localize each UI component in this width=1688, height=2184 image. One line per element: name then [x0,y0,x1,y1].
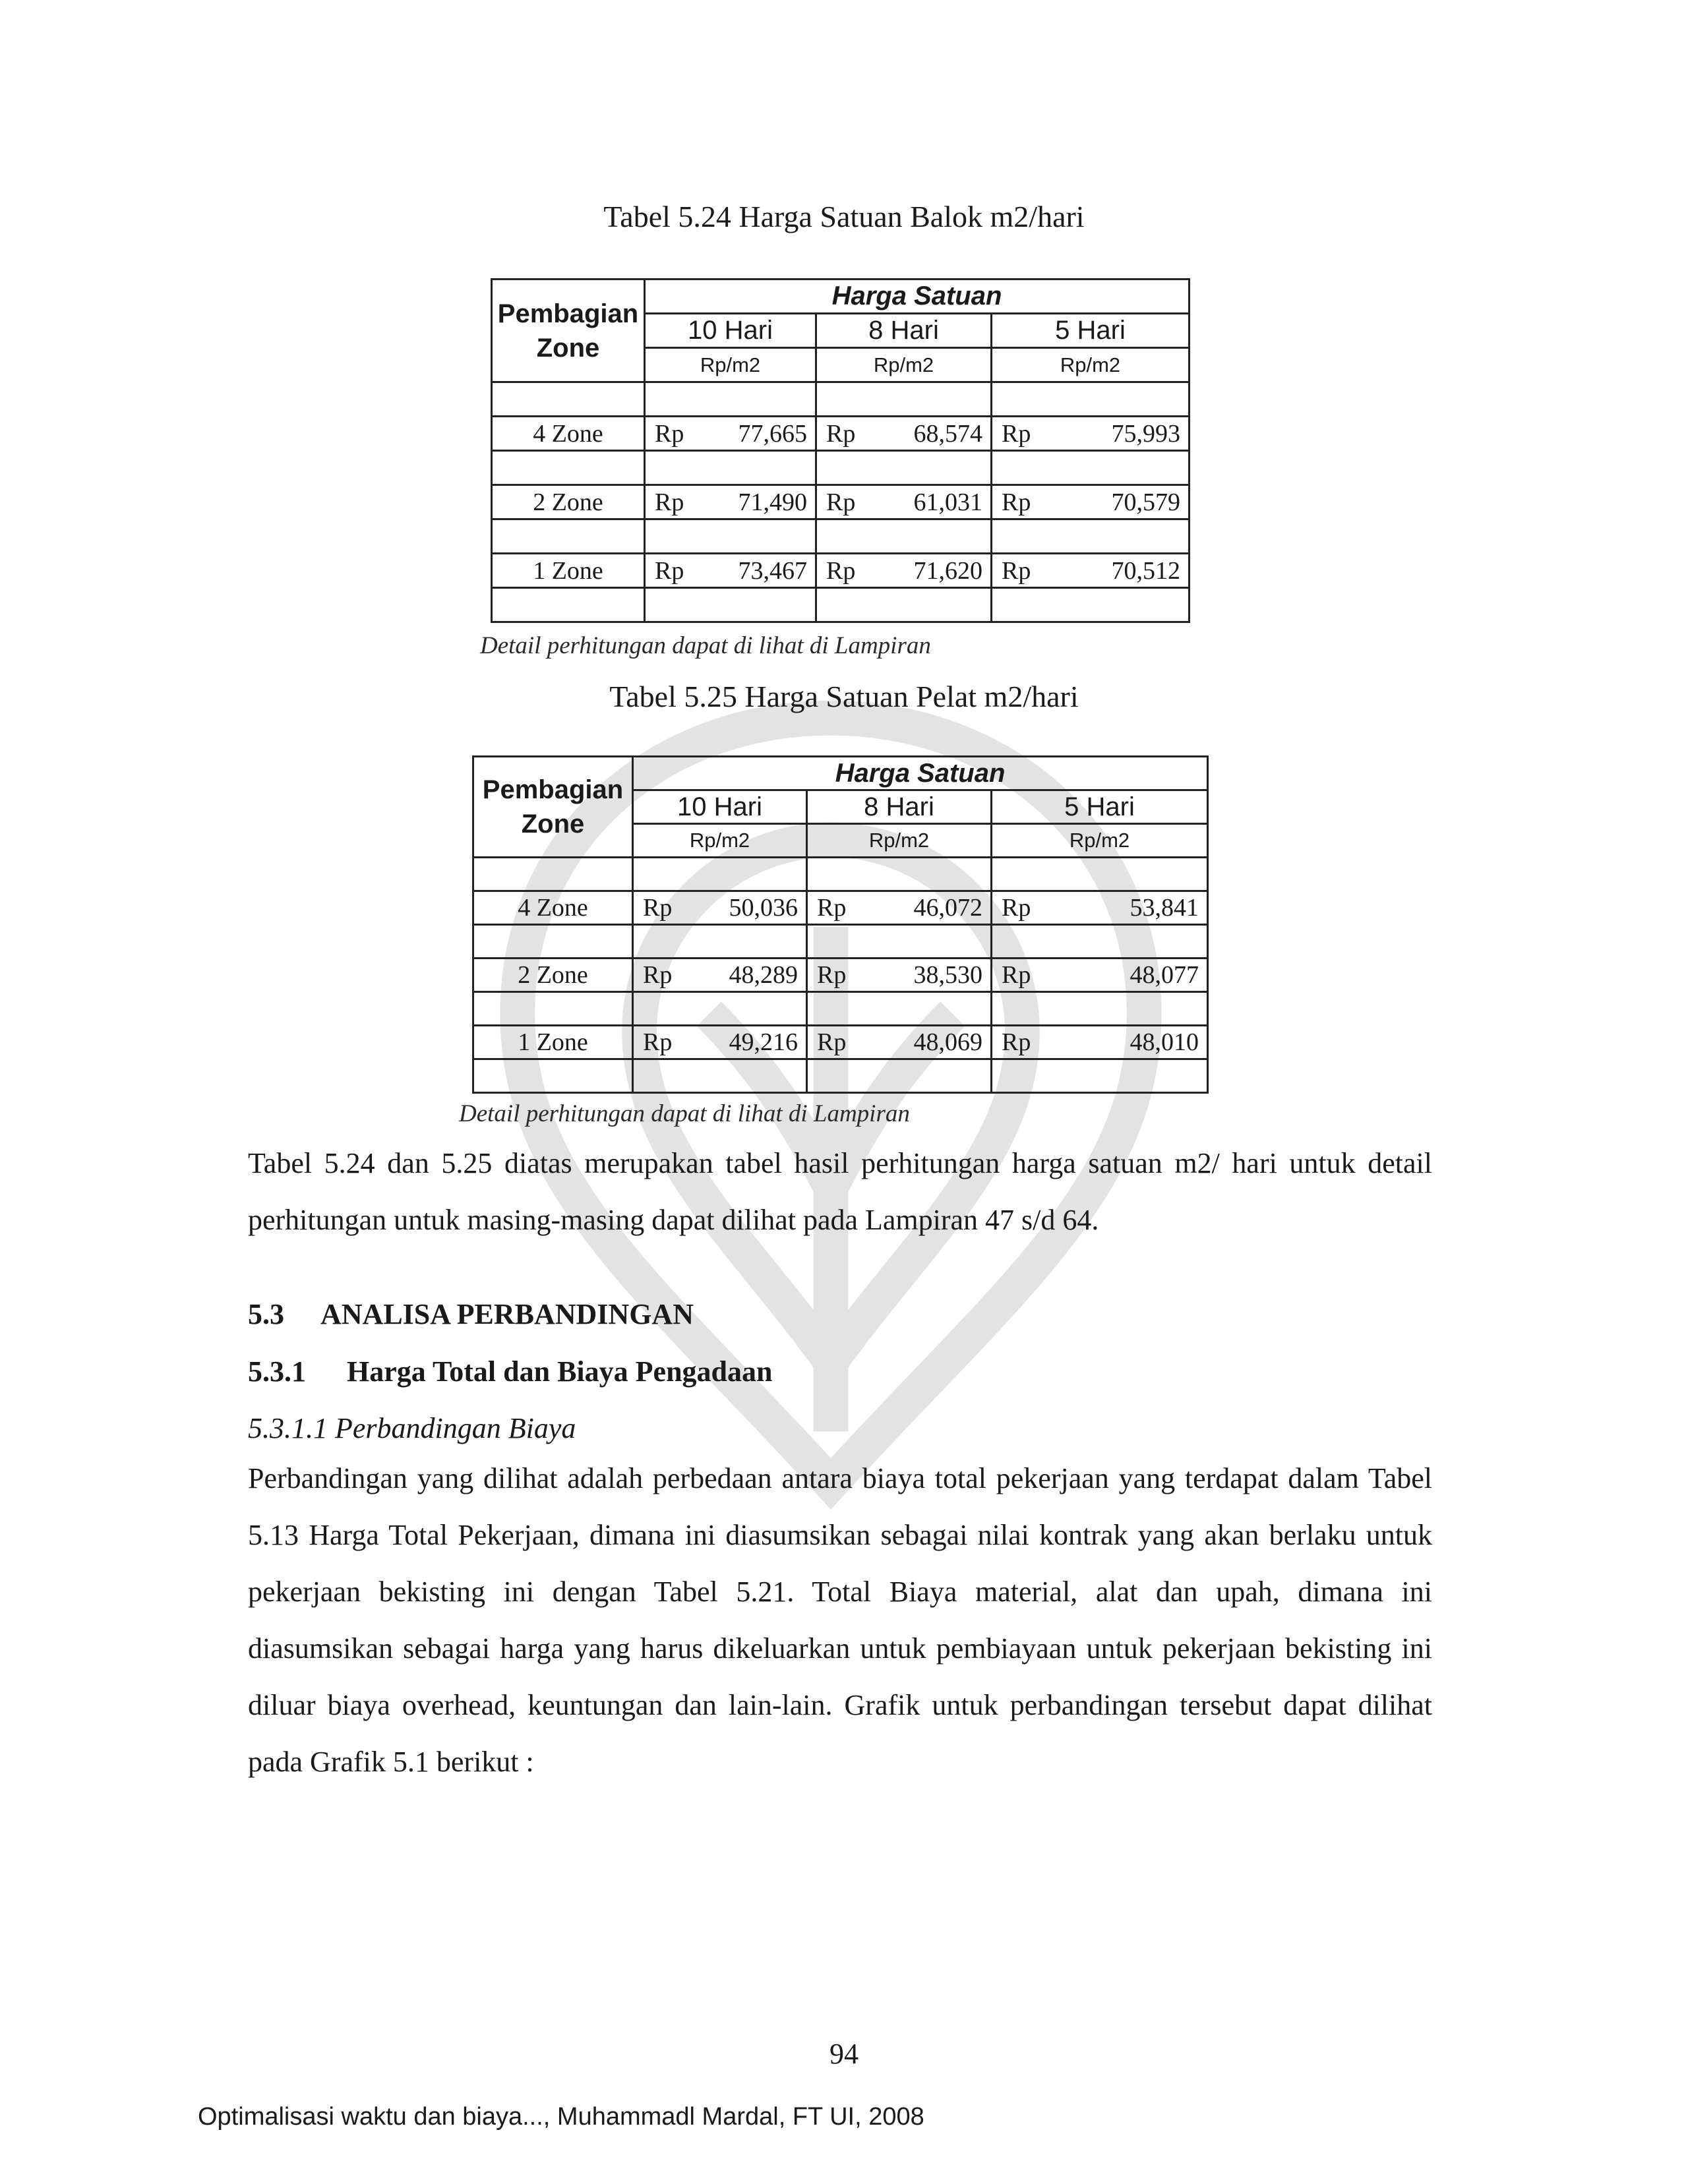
value-cell [992,485,1190,519]
currency-label: Rp [1002,556,1031,585]
zone-cell: 1 Zone [473,1026,633,1059]
column-header: 10 Hari [633,790,807,824]
spacer-row [492,588,1190,622]
unit-header: Rp/m2 [992,348,1190,382]
value-cell [633,959,807,992]
spacer-row [473,1059,1208,1093]
value-number: 38,530 [913,961,982,989]
zone-cell: 4 Zone [473,891,633,925]
value-cell [816,554,992,588]
value-cell [992,1026,1208,1059]
spacer-row [473,925,1208,959]
value-number: 48,077 [1130,961,1199,989]
currency-label: Rp [1002,419,1031,448]
value-number: 53,841 [1130,894,1199,922]
value-number: 73,467 [738,556,807,585]
footer: Optimalisasi waktu dan biaya..., Muhammadl Mardal, FT UI, 2008 [198,2103,924,2131]
table-row [492,554,1190,588]
spacer-row [473,992,1208,1026]
table1-note: Detail perhitungan dapat di lihat di Lampiran [480,632,931,659]
value-number: 68,574 [913,419,982,448]
table-row [492,485,1190,519]
page-number: 94 [829,2038,859,2070]
unit-header: Rp/m2 [816,348,992,382]
table-row [473,1026,1208,1059]
currency-label: Rp [817,894,847,922]
table-row [473,891,1208,925]
table2-caption: Tabel 5.25 Harga Satuan Pelat m2/hari [609,680,1079,713]
currency-label: Rp [655,556,684,585]
zone-header: Pembagian Zone [492,280,645,382]
unit-header: Rp/m2 [633,824,807,858]
value-number: 70,512 [1111,556,1180,585]
paragraph: Tabel 5.24 dan 5.25 diatas merupakan tabel hasil perhitungan harga satuan m2/ hari untuk detail perhitungan untuk masing-masing dapat dilihat pada Lampiran 47 s/d 64. [248,1147,1432,1236]
value-number: 48,010 [1130,1028,1199,1056]
value-number: 48,069 [913,1028,982,1056]
unit-header: Rp/m2 [645,348,816,382]
currency-label: Rp [1002,488,1031,516]
value-number: 50,036 [729,894,798,922]
value-cell [807,891,992,925]
paragraph: Perbandingan yang dilihat adalah perbedaan antara biaya total pekerjaan yang terdapat dalam Tabel 5.13 Harga Total Pekerjaan, dimana ini diasumsikan sebagai nilai kontrak yang akan berlaku untuk pekerjaan bekisting ini dengan Tabel 5.21. Total Biaya material, alat dan upah, dimana ini diasumsikan sebagai harga yang harus dikeluarkan untuk pembiayaan untuk pekerjaan bekisting ini diluar biaya overhead, keuntungan dan lain-lain. Grafik untuk perbandingan tersebut dapat dilihat pada Grafik 5.1 berikut : [248,1462,1432,1778]
subsection-title: Harga Total dan Biaya Pengadaan [347,1355,773,1388]
section-title: ANALISA PERBANDINGAN [320,1298,694,1330]
zone-cell: 4 Zone [492,417,645,451]
value-cell [633,891,807,925]
zone-header: Pembagian Zone [473,757,633,858]
table1-caption: Tabel 5.24 Harga Satuan Balok m2/hari [603,200,1085,233]
column-header: 10 Hari [645,314,816,348]
spacer-row [492,451,1190,485]
value-cell [645,485,816,519]
value-cell [992,417,1190,451]
table-harga-satuan-pelat [472,755,1209,1094]
value-cell [633,1026,807,1059]
subsection-number: 5.3.1 [248,1355,306,1388]
table-row [473,959,1208,992]
currency-label: Rp [643,894,673,922]
value-number: 48,289 [729,961,798,989]
unit-header: Rp/m2 [992,824,1208,858]
value-cell [992,959,1208,992]
table2-note: Detail perhitungan dapat di lihat di Lampiran [459,1100,910,1127]
value-cell [807,959,992,992]
value-number: 46,072 [913,894,982,922]
value-number: 71,490 [738,488,807,516]
value-cell [816,485,992,519]
value-cell [645,417,816,451]
harga-satuan-header: Harga Satuan [633,757,1208,790]
spacer-row [492,382,1190,417]
value-number: 75,993 [1111,419,1180,448]
value-cell [992,554,1190,588]
value-number: 49,216 [729,1028,798,1056]
currency-label: Rp [826,419,856,448]
section-number: 5.3 [248,1298,284,1330]
currency-label: Rp [817,1028,847,1056]
value-cell [816,417,992,451]
currency-label: Rp [1002,894,1031,922]
zone-cell: 2 Zone [473,959,633,992]
zone-cell: 1 Zone [492,554,645,588]
currency-label: Rp [1002,1028,1031,1056]
value-number: 71,620 [913,556,982,585]
section-heading [248,1297,694,1331]
spacer-row [492,519,1190,554]
column-header: 5 Hari [992,790,1208,824]
value-cell [807,1026,992,1059]
table-row [492,417,1190,451]
value-number: 70,579 [1111,488,1180,516]
column-header: 8 Hari [816,314,992,348]
currency-label: Rp [643,1028,673,1056]
table-harga-satuan-balok [491,278,1190,623]
currency-label: Rp [643,961,673,989]
currency-label: Rp [826,488,856,516]
currency-label: Rp [1002,961,1031,989]
unit-header: Rp/m2 [807,824,992,858]
column-header: 8 Hari [807,790,992,824]
currency-label: Rp [655,419,684,448]
column-header: 5 Hari [992,314,1190,348]
currency-label: Rp [826,556,856,585]
harga-satuan-header: Harga Satuan [645,280,1190,314]
value-cell [992,891,1208,925]
currency-label: Rp [817,961,847,989]
value-number: 77,665 [738,419,807,448]
subsubsection-heading: 5.3.1.1 Perbandingan Biaya [248,1412,576,1444]
zone-cell: 2 Zone [492,485,645,519]
value-number: 61,031 [913,488,982,516]
spacer-row [473,858,1208,891]
value-cell [645,554,816,588]
currency-label: Rp [655,488,684,516]
subsection-heading [248,1355,772,1388]
